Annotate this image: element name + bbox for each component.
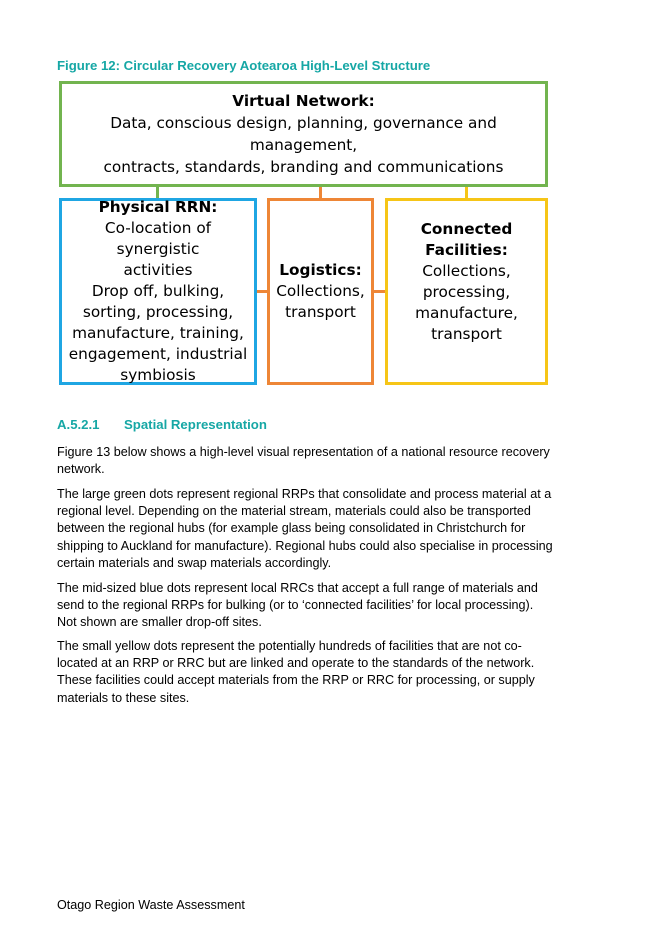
paragraph [57, 486, 577, 572]
connected-facilities-box [385, 198, 548, 385]
figure-caption: Figure 12: Circular Recovery Aotearoa High-Level Structure [57, 58, 431, 73]
paragraph-line: network. [57, 462, 105, 477]
physical-rrn-line: Drop off, bulking, [91, 282, 225, 300]
logistics-box [267, 198, 374, 385]
paragraph-line: Not shown are smaller drop-off sites. [57, 615, 262, 630]
paragraph-line: between the regional hubs (for example glass being consolidated in Christchurch for [57, 521, 526, 536]
section-heading [57, 417, 267, 432]
page-footer: Otago Region Waste Assessment [57, 898, 245, 912]
physical-rrn-box [59, 198, 257, 385]
paragraph-line: certain materials and swap materials accordingly. [57, 555, 332, 570]
paragraph-line: Figure 13 below shows a high-level visual representation of a national resource recovery [57, 445, 550, 459]
paragraph [57, 638, 577, 707]
section-number: A.5.2.1 [57, 417, 100, 432]
logistics-title: Logistics: [279, 261, 362, 279]
connected-facilities-line: transport [431, 325, 502, 343]
connected-facilities-line: manufacture, [415, 304, 518, 322]
physical-rrn-line: symbiosis [120, 366, 196, 384]
connected-facilities-title: Facilities: [425, 241, 508, 259]
logistics-line: Collections, [276, 282, 365, 300]
physical-rrn-line: Co-location of synergistic [104, 219, 212, 258]
paragraph-line: regional level. Depending on the material stream, materials could also be transported [57, 504, 531, 519]
paragraph-line: The large green dots represent regional RRPs that consolidate and process material at a [57, 487, 552, 501]
connected-facilities-line: Collections, [422, 262, 511, 280]
virtual-network-title: Virtual Network: [232, 92, 375, 110]
physical-rrn-line: engagement, industrial [68, 345, 248, 363]
paragraph-line: materials to these sites. [57, 690, 190, 705]
physical-rrn-line: manufacture, training, [72, 324, 244, 342]
paragraph [57, 444, 577, 478]
paragraph [57, 580, 577, 632]
virtual-network-line: Data, conscious design, planning, governance and management, [110, 114, 497, 154]
paragraph-line: shipping to Auckland for manufacture). Regional hubs could also specialise in processing [57, 538, 553, 553]
paragraph-line: send to the regional RRPs for bulking (or to ‘connected facilities’ for local processing). [57, 598, 534, 613]
paragraph-line: These facilities could accept materials from the RRP or RRC for processing, or supply [57, 673, 535, 688]
connected-facilities-title: Connected [420, 220, 513, 238]
logistics-line: transport [285, 303, 356, 321]
virtual-network-line: contracts, standards, branding and communications [103, 158, 504, 176]
paragraph-line: located at an RRP or RRC but are linked and operate to the standards of the network. [57, 656, 535, 671]
physical-rrn-line: activities [123, 261, 193, 279]
connected-facilities-line: processing, [422, 283, 511, 301]
physical-rrn-title: Physical RRN: [98, 198, 218, 216]
paragraph-line: The mid-sized blue dots represent local RRCs that accept a full range of materials and [57, 581, 538, 595]
paragraph-line: The small yellow dots represent the potentially hundreds of facilities that are not co- [57, 639, 522, 653]
virtual-network-box [59, 81, 548, 187]
section-title: Spatial Representation [124, 417, 267, 432]
physical-rrn-line: sorting, processing, [82, 303, 234, 321]
